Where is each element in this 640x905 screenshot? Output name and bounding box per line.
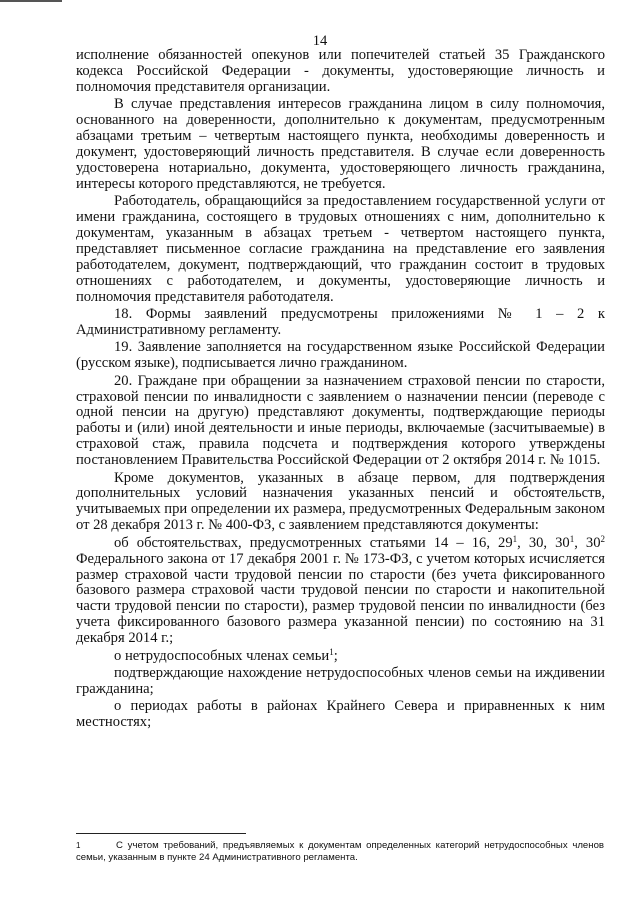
text-run: Федерального закона от 17 декабря 2001 г. № 173-ФЗ, с учетом которых исчисляется размер страховой части трудовой пенсии по старости (без учета фиксированного базового размера страховой части трудовой пенсии по старости и накопительной части трудовой пенсии по старости), размер трудовой пенсии по инвалидности (без учета фиксированного базового размера указанной пенсии) по состоянию на 31 декабря 2014 г.; [76,550,605,647]
paragraph: 18. Формы заявлений предусмотрены приложениями № 1 – 2 к Административному регламенту. [76,306,605,338]
text-run: о нетрудоспособных членах семьи [114,647,330,664]
footnote-reference[interactable]: 1 [329,646,334,657]
superscript: 1 [512,533,518,544]
footnote-text: С учетом требований, предъявляемых к документам определенных категорий нетрудоспособных членов семьи, указанным в пункте 24 Административного регламента. [76,840,604,863]
paragraph: Работодатель, обращающийся за предоставлением государственной услуги от имени гражданина, состоящего в трудовых отношениях с ним, дополнительно к документам, указанным в абзацах третьем - четвертом настоящего пункта, представляет письменное согласие гражданина на представление его заявления работодателем, документ, подтверждающий, что гражданин состоит в трудовых отношениях с работодателем, и документы, удостоверяющие личность и полномочия представителя работодателя. [76,193,605,305]
paragraph: 19. Заявление заполняется на государственном языке Российской Федерации (русском языке), подписывается лично гражданином. [76,339,605,372]
paragraph: Кроме документов, указанных в абзаце первом, для подтверждения дополнительных условий назначения указанных пенсий и обстоятельств, учитываемых при определении их размера, предусмотренных Федеральным законом от 28 декабря 2013 г. № 400-ФЗ, с заявлением представляются документы: [76,469,605,534]
footnote-separator [76,833,246,834]
paragraph-articles [76,533,606,647]
paragraph: о периодах работы в районах Крайнего Севера и приравненных к ним местностях; [76,698,605,731]
text-run: об обстоятельствах, предусмотренных статьями 14 – 16, 29 [114,534,513,551]
paragraph: В случае представления интересов гражданина лицом в силу полномочия, основанного на доверенности, дополнительно к документам, предусмотренным абзацами третьим – четвертым настоящего пункта, необходимы доверенность и документ, удостоверяющий личность представителя. В случае если доверенность удостоверена нотариально, документа, удостоверяющего личность гражданина, интересы которого представляются, не требуется. [76,96,605,192]
paragraph: 20. Граждане при обращении за назначением страховой пенсии по старости, страховой пенсии по инвалидности с заявлением о назначении пенсии (переводе с одной пенсии на другую) представляют документы, подтверждающие периоды работы и (или) иной деятельности и иные периоды, включаемые (засчитываемые) в страховой стаж, правила подсчета и подтверждения которого утверждены постановлением Правительства Российской Федерации от 2 октября 2014 г. № 1015. [76,372,605,469]
document-body [76,48,605,733]
page-number: 14 [312,33,328,49]
superscript: 1 [569,533,575,544]
scan-edge-mark [0,0,62,2]
superscript: 2 [600,533,606,544]
text-run: , 30, 30 [517,534,570,551]
footnote [76,840,604,864]
text-run: , 30 [574,534,601,551]
text-run: ; [333,647,338,664]
paragraph: исполнение обязанностей опекунов или попечителей статьей 35 Гражданского кодекса Российской Федерации - документы, удостоверяющие личность и полномочия представителя организации. [76,47,605,95]
footnote-marker: 1 [76,841,81,850]
paragraph-family [76,646,605,665]
paragraph: подтверждающие нахождение нетрудоспособных членов семьи на иждивении гражданина; [76,664,605,697]
